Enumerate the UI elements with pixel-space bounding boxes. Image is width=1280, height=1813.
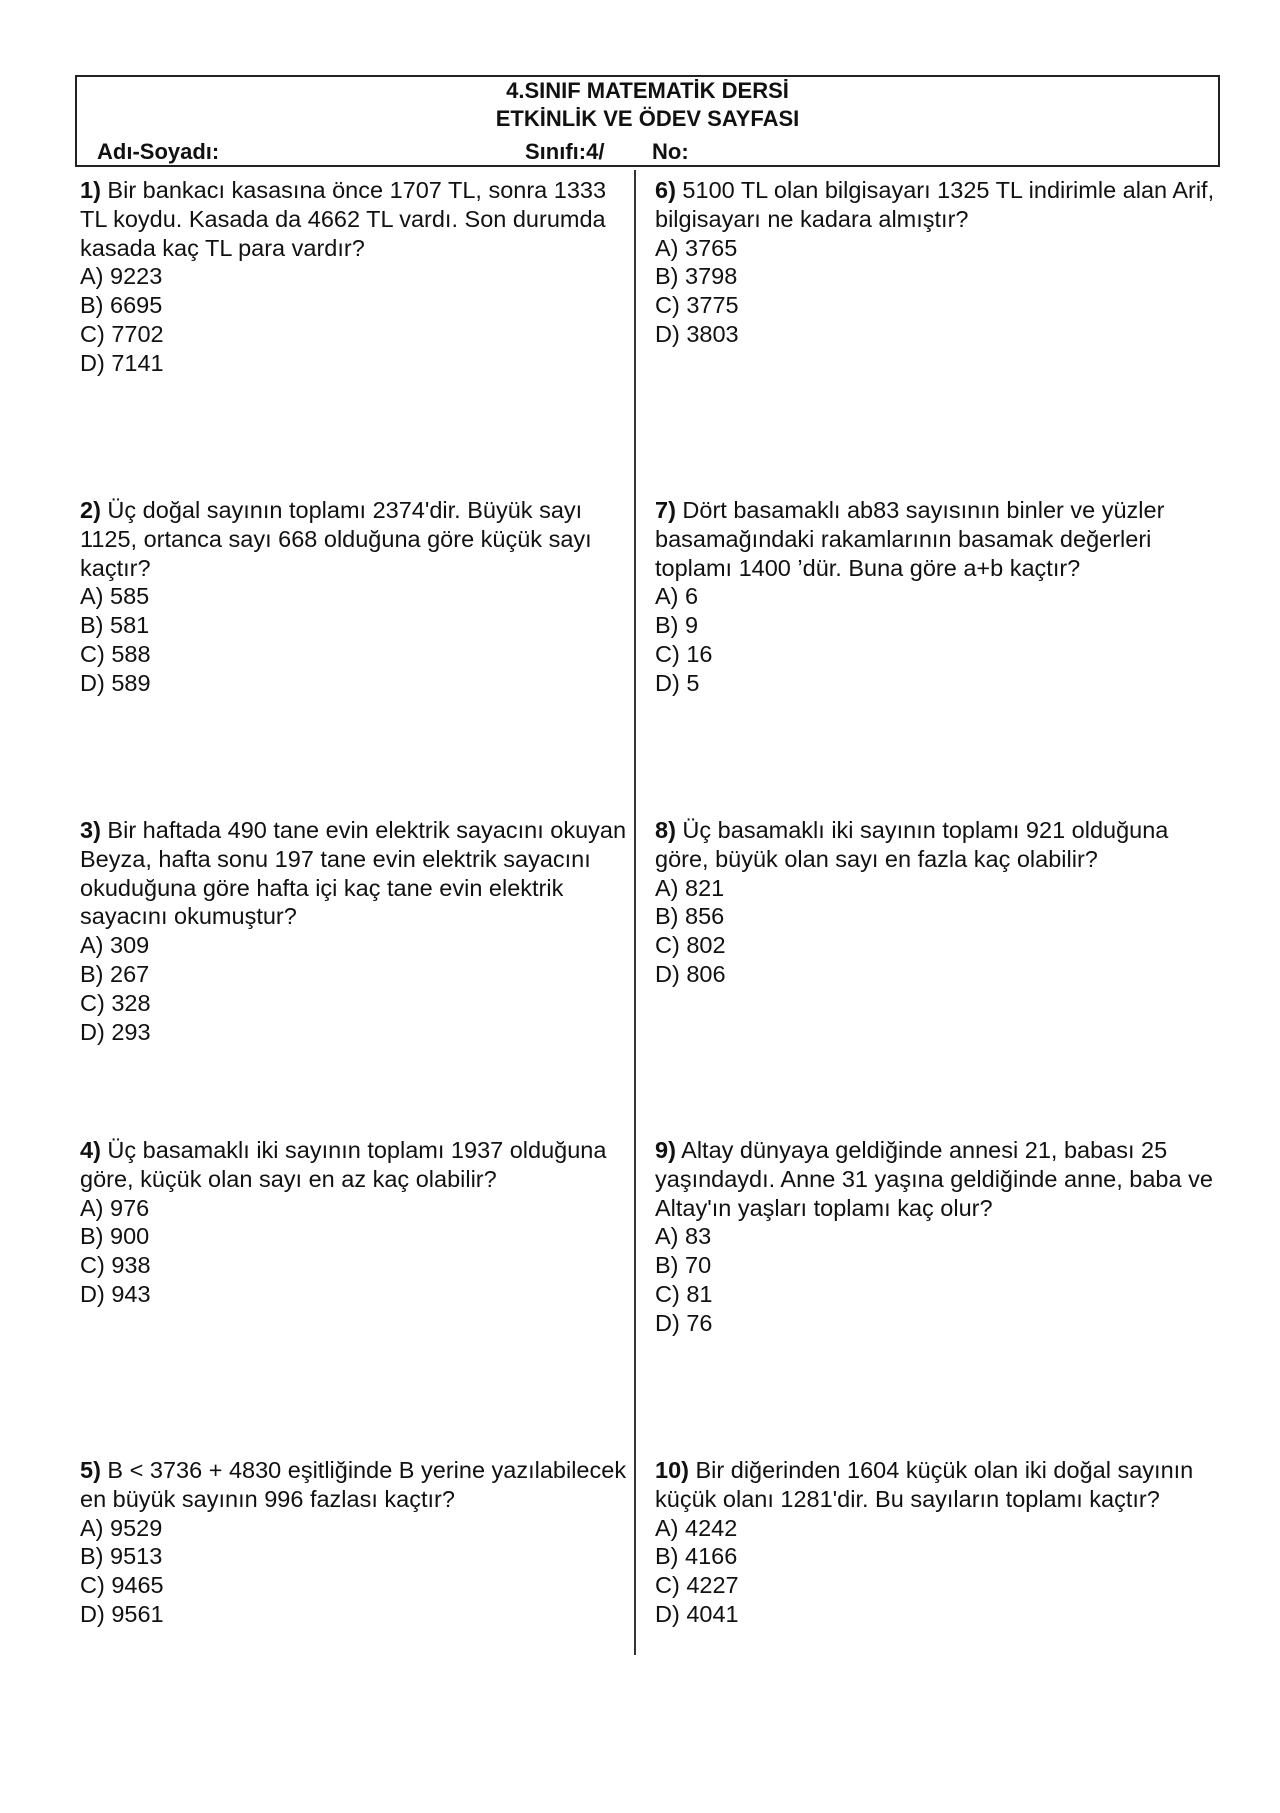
question-number: 5) bbox=[80, 1457, 101, 1483]
option-c: C) 3775 bbox=[655, 292, 739, 319]
student-class-label: Sınıfı:4/ bbox=[525, 139, 605, 164]
option-d: D) 589 bbox=[80, 669, 151, 696]
option-a: A) 9223 bbox=[80, 263, 163, 290]
option-a: A) 9529 bbox=[80, 1514, 163, 1541]
question-number: 8) bbox=[655, 817, 676, 843]
question-number: 9) bbox=[655, 1137, 676, 1163]
option-a: A) 976 bbox=[80, 1194, 150, 1221]
question-stem bbox=[80, 176, 628, 262]
question-stem bbox=[80, 1136, 628, 1194]
question-number: 4) bbox=[80, 1137, 101, 1163]
question-stem bbox=[655, 816, 1220, 874]
question-stem bbox=[655, 1456, 1220, 1514]
student-name-label: Adı-Soyadı: bbox=[97, 139, 220, 164]
question-stem bbox=[655, 1136, 1220, 1222]
option-d: D) 5 bbox=[655, 669, 700, 696]
question-text: Üç doğal sayının toplamı 2374'dir. Büyük sayı 1125, ortanca sayı 668 olduğuna göre küçük sayı kaçtır? bbox=[80, 497, 592, 581]
worksheet-subtitle: ETKİNLİK VE ÖDEV SAYFASI bbox=[495, 106, 800, 131]
option-d: D) 9561 bbox=[80, 1600, 164, 1627]
option-a: A) 4242 bbox=[655, 1514, 738, 1541]
question-number: 6) bbox=[655, 177, 676, 203]
question-2 bbox=[80, 496, 628, 698]
option-b: B) 9 bbox=[655, 612, 699, 639]
question-8 bbox=[655, 816, 1220, 989]
option-a: A) 6 bbox=[655, 583, 699, 610]
question-stem bbox=[655, 176, 1220, 234]
option-b: B) 267 bbox=[80, 960, 150, 987]
option-b: B) 4166 bbox=[655, 1543, 738, 1570]
question-number: 10) bbox=[655, 1457, 689, 1483]
option-d: D) 943 bbox=[80, 1280, 151, 1307]
option-a: A) 821 bbox=[655, 874, 725, 901]
option-c: C) 938 bbox=[80, 1252, 151, 1279]
question-1 bbox=[80, 176, 628, 378]
option-b: B) 9513 bbox=[80, 1543, 163, 1570]
question-number: 3) bbox=[80, 817, 101, 843]
worksheet-header bbox=[75, 75, 1220, 167]
question-9 bbox=[655, 1136, 1220, 1338]
option-a: A) 309 bbox=[80, 932, 150, 959]
option-b: B) 900 bbox=[80, 1223, 150, 1250]
question-text: Altay dünyaya geldiğinde annesi 21, babası 25 yaşındaydı. Anne 31 yaşına geldiğinde anne, baba ve Altay'ın yaşları toplamı kaç olur? bbox=[655, 1137, 1213, 1221]
option-d: D) 3803 bbox=[655, 320, 739, 347]
question-text: Üç basamaklı iki sayının toplamı 1937 olduğuna göre, küçük olan sayı en az kaç olabilir? bbox=[80, 1137, 607, 1192]
question-text: Bir haftada 490 tane evin elektrik sayacını okuyan Beyza, hafta sonu 197 tane evin elektrik sayacını okuduğuna göre hafta içi kaç tane evin elektrik sayacını okumuştur? bbox=[80, 817, 627, 930]
question-5 bbox=[80, 1456, 628, 1629]
option-c: C) 7702 bbox=[80, 320, 164, 347]
question-10 bbox=[655, 1456, 1220, 1629]
question-number: 1) bbox=[80, 177, 101, 203]
option-b: B) 3798 bbox=[655, 263, 738, 290]
option-b: B) 581 bbox=[80, 612, 150, 639]
question-number: 2) bbox=[80, 497, 101, 523]
question-number: 7) bbox=[655, 497, 676, 523]
question-text: 5100 TL olan bilgisayarı 1325 TL indirimle alan Arif, bilgisayarı ne kadara almıştır? bbox=[655, 177, 1215, 232]
option-c: C) 81 bbox=[655, 1280, 713, 1307]
option-c: C) 4227 bbox=[655, 1572, 739, 1599]
option-c: C) 16 bbox=[655, 640, 713, 667]
worksheet-title: 4.SINIF MATEMATİK DERSİ bbox=[506, 78, 789, 103]
question-text: Dört basamaklı ab83 sayısının binler ve yüzler basamağındaki rakamlarının basamak değerleri toplamı 1400 ’dür. Buna göre a+b kaçtır? bbox=[655, 497, 1165, 581]
option-d: D) 4041 bbox=[655, 1600, 739, 1627]
question-text: B < 3736 + 4830 eşitliğinde B yerine yazılabilecek en büyük sayının 996 fazlası kaçtır? bbox=[80, 1457, 627, 1512]
option-b: B) 856 bbox=[655, 903, 725, 930]
question-4 bbox=[80, 1136, 628, 1309]
student-number-label: No: bbox=[652, 139, 689, 164]
option-d: D) 293 bbox=[80, 1018, 151, 1045]
option-a: A) 3765 bbox=[655, 234, 738, 261]
question-7 bbox=[655, 496, 1220, 698]
option-c: C) 802 bbox=[655, 932, 726, 959]
question-stem bbox=[80, 1456, 628, 1514]
option-c: C) 9465 bbox=[80, 1572, 164, 1599]
question-text: Bir diğerinden 1604 küçük olan iki doğal sayının küçük olanı 1281'dir. Bu sayıların toplamı kaçtır? bbox=[655, 1457, 1194, 1512]
option-a: A) 83 bbox=[655, 1223, 712, 1250]
question-text: Üç basamaklı iki sayının toplamı 921 olduğuna göre, büyük olan sayı en fazla kaç olabilir? bbox=[655, 817, 1169, 872]
option-d: D) 806 bbox=[655, 960, 726, 987]
option-b: B) 70 bbox=[655, 1252, 712, 1279]
question-text: Bir bankacı kasasına önce 1707 TL, sonra 1333 TL koydu. Kasada da 4662 TL vardı. Son durumda kasada kaç TL para vardır? bbox=[80, 177, 607, 261]
option-c: C) 588 bbox=[80, 640, 151, 667]
option-d: D) 76 bbox=[655, 1309, 713, 1336]
question-stem bbox=[80, 496, 628, 582]
option-d: D) 7141 bbox=[80, 349, 164, 376]
option-b: B) 6695 bbox=[80, 292, 163, 319]
column-divider bbox=[634, 170, 636, 1655]
question-3 bbox=[80, 816, 628, 1046]
question-6 bbox=[655, 176, 1220, 349]
question-stem bbox=[655, 496, 1220, 582]
question-stem bbox=[80, 816, 628, 931]
option-a: A) 585 bbox=[80, 583, 150, 610]
option-c: C) 328 bbox=[80, 989, 151, 1016]
